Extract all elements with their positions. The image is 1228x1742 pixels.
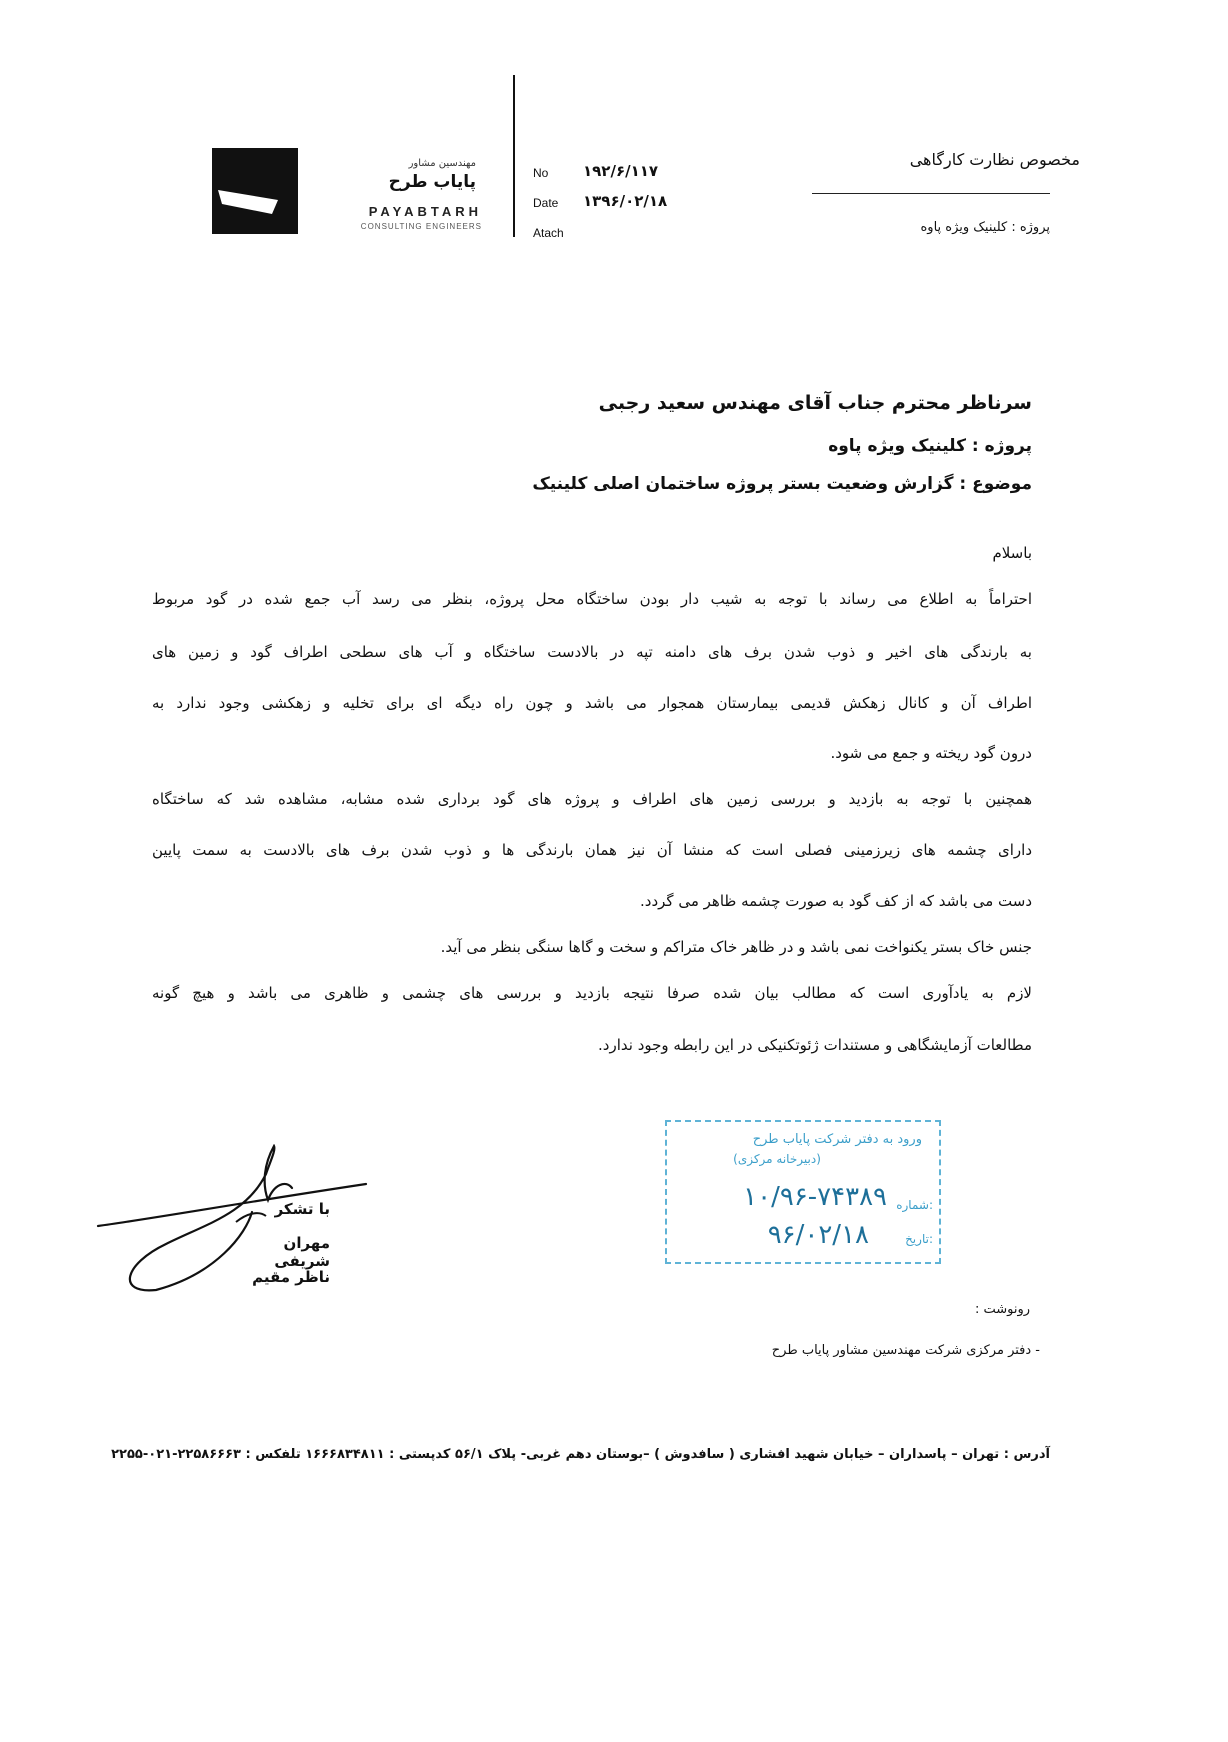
stamp-date-value: ۹۶/۰۲/۱۸ xyxy=(767,1220,869,1250)
stamp-number-label: شماره: xyxy=(896,1198,933,1212)
body-line: احتراماً به اطلاع می رساند با توجه به شیب دار بودن ساختگاه محل پروژه، بنظر می رسد آب جمع شده در گود مربوط xyxy=(152,590,1032,608)
logo-company-name-fa: پایاب طرح xyxy=(388,172,476,192)
footer-address: آدرس : تهران – پاسداران – خیابان شهید افشاری ( سافدوش ) –بوستان دهم غربی- پلاک ۵۶/۱ کدپستی : ۱۶۶۶۸۳۴۸۱۱ تلفکس : ۲۲۵۸۶۶۶۳-۰۲۱-۲۲۵۵ xyxy=(111,1447,1050,1462)
signatory-title: ناظر مقیم xyxy=(252,1268,330,1286)
header-divider xyxy=(513,75,515,237)
logo-company-subtitle-en: CONSULTING ENGINEERS xyxy=(360,222,482,231)
stamp-number-value: ۱۰/۹۶-۷۴۳۸۹ xyxy=(743,1182,887,1212)
greeting: باسلام xyxy=(992,544,1032,562)
logo-company-name-en: PAYABTARH xyxy=(368,204,482,219)
letter-number-value: ۱۹۲/۶/۱۱۷ xyxy=(583,162,659,180)
header-project-name: پروژه : کلینیک ویژه پاوه xyxy=(920,220,1050,235)
body-line: لازم به یادآوری است که مطالب بیان شده صرفا نتیجه بازدید و بررسی های چشمی و ظاهری می باشد و هیچ گونه xyxy=(152,984,1032,1002)
attachment-label: Atach xyxy=(533,226,564,240)
special-label-underline xyxy=(812,193,1050,194)
body-line: درون گود ریخته و جمع می شود. xyxy=(830,744,1032,762)
body-line: همچنین با توجه به بازدید و بررسی زمین های اطراف و پروژه های گود برداری شده مشابه، مشاهده شد که ساختگاه xyxy=(152,790,1032,808)
stamp-subtitle: (دبیرخانه مرکزی) xyxy=(733,1152,821,1166)
body-line: اطراف آن و کانال زهکش قدیمی بیمارستان همجوار می باشد و چون راه دیگه ای برای تخلیه و زهکشی وجود ندارد به xyxy=(152,694,1032,712)
logo-company-type: مهندسین مشاور xyxy=(408,158,476,169)
letter-number-label: No xyxy=(533,166,549,180)
letter-date-label: Date xyxy=(533,196,559,210)
special-supervision-label: مخصوص نظارت کارگاهی xyxy=(909,150,1080,169)
body-line: دست می باشد که از کف گود به صورت چشمه ظاهر می گردد. xyxy=(640,892,1032,910)
cc-label: رونوشت : xyxy=(974,1302,1030,1317)
company-logo-mark xyxy=(212,148,298,234)
stamp-title: ورود به دفتر شرکت پایاب طرح xyxy=(752,1132,922,1147)
cc-item: - دفتر مرکزی شرکت مهندسین مشاور پایاب طرح xyxy=(771,1343,1040,1358)
letter-date-value: ۱۳۹۶/۰۲/۱۸ xyxy=(583,192,668,210)
body-line: به بارندگی های اخیر و ذوب شدن برف های دامنه تپه در بالادست ساختگاه و آب های سطحی اطراف گود و زمین های xyxy=(152,643,1032,661)
body-line: جنس خاک بستر یکنواخت نمی باشد و در ظاهر خاک متراکم و سخت و گاها سنگی بنظر می آید. xyxy=(440,938,1032,956)
signature-thanks: با تشکر xyxy=(274,1200,330,1218)
subject-line: موضوع : گزارش وضعیت بستر پروژه ساختمان اصلی کلینیک xyxy=(532,474,1032,494)
addressee: سرناظر محترم جناب آقای مهندس سعید رجبی xyxy=(598,392,1032,414)
signatory-name: مهران شریفی xyxy=(274,1234,330,1270)
received-stamp xyxy=(665,1120,941,1264)
body-line: مطالعات آزمایشگاهی و مستندات ژئوتکنیکی در این رابطه وجود ندارد. xyxy=(598,1036,1032,1054)
project-line: پروژه : کلینیک ویژه پاوه xyxy=(828,436,1032,456)
body-line: دارای چشمه های زیرزمینی فصلی است که منشا آن نیز همان بارندگی ها و ذوب شدن برف های بالادست به سمت پایین xyxy=(152,841,1032,859)
stamp-date-label: تاریخ: xyxy=(905,1232,933,1246)
